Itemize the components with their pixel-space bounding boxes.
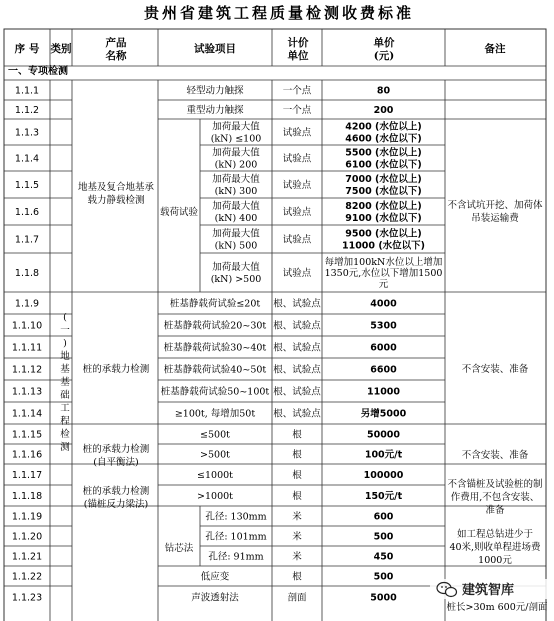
row-unit: 根 (292, 491, 302, 502)
row-seq: 1.1.10 (11, 320, 43, 332)
subcat-core-drilling: 钻芯法 (164, 543, 194, 554)
row-item: 声波透射法 (191, 592, 239, 604)
header-unit-2: 单位 (287, 50, 309, 62)
row-price: 450 (373, 551, 394, 563)
row-unit: 米 (292, 551, 302, 563)
product-foundation-2: 载力静载检测 (87, 195, 145, 206)
row-price: 另增5000 (360, 408, 407, 420)
header-remark: 备注 (484, 43, 506, 55)
row-unit: 米 (292, 531, 302, 543)
category-char: 测 (60, 442, 70, 453)
row-item: 重型动力触探 (186, 105, 244, 116)
row-item: ≤1000t (197, 470, 233, 481)
product-names (78, 181, 155, 510)
row-unit: 根 (292, 571, 302, 583)
row-unit: 根、试验点 (273, 320, 321, 332)
row-seq: 1.1.12 (11, 364, 43, 376)
row-seq: 1.1.2 (14, 105, 40, 116)
remark-pile-static: 不含安装、准备 (461, 364, 529, 375)
watermark (430, 579, 548, 599)
row-price: 6100 (水位以下) (345, 159, 422, 171)
remark-load-test-2: 吊装运输费 (471, 213, 519, 224)
row-unit: 根、试验点 (273, 298, 321, 310)
remark-anchor-pile-3: 准备 (485, 505, 505, 516)
row-item: 加荷最大值 (212, 201, 260, 212)
row-price: 150元/t (364, 491, 403, 502)
row-item: 孔径: 101mm (205, 531, 267, 543)
row-unit: 试验点 (282, 268, 312, 279)
subcat-load-test: 载荷试验 (159, 207, 199, 218)
row-item: 加荷最大值 (212, 174, 260, 185)
row-unit: 试验点 (282, 207, 312, 218)
product-self-balance-2: (自平衡法) (93, 457, 139, 468)
category-char: 基 (60, 364, 70, 375)
row-price: 9500 (水位以上) (345, 228, 422, 240)
category-char: 程 (60, 416, 70, 427)
row-unit: 试验点 (282, 234, 312, 246)
row-seq: 1.1.5 (14, 180, 40, 191)
header-product-2: 名称 (105, 50, 127, 62)
row-seq: 1.1.17 (11, 470, 43, 481)
row-price: 4000 (370, 298, 397, 310)
row-item: ≤500t (200, 429, 230, 441)
category-char: ( (63, 312, 67, 323)
row-price: 4200 (水位以上) (345, 121, 422, 133)
row-price: 1350元,水位以下增加1500 (324, 268, 443, 279)
row-item: 轻型动力触探 (186, 85, 244, 97)
row-item: 低应变 (200, 571, 230, 583)
row-seq: 1.1.21 (11, 551, 43, 563)
row-item: (kN) >500 (210, 274, 262, 285)
header-seq: 序 号 (14, 43, 40, 55)
row-unit: 一个点 (282, 85, 312, 97)
row-price: 50000 (366, 429, 401, 441)
row-price: 11000 (366, 386, 401, 398)
category-char: 工 (60, 403, 70, 414)
row-price: 11000 (水位以下) (341, 240, 426, 252)
row-item: 桩基静载荷试验30~40t (163, 342, 267, 354)
row-seq: 1.1.8 (14, 268, 40, 279)
row-price: 500 (373, 531, 394, 543)
row-unit: 试验点 (282, 180, 312, 191)
row-item: 加荷最大值 (212, 228, 260, 240)
row-price: 5300 (370, 320, 397, 332)
row-price: 100000 (363, 470, 404, 481)
row-unit: 根、试验点 (273, 342, 321, 354)
header-product-1: 产品 (105, 37, 127, 49)
category-char: 检 (60, 429, 70, 440)
row-unit: 根 (292, 449, 302, 461)
row-item: 桩基静载荷试验≤20t (169, 298, 261, 310)
watermark-text: 建筑智库 (462, 583, 515, 598)
row-item: (kN) 500 (214, 240, 258, 252)
row-price: 4600 (水位以下) (345, 133, 422, 145)
row-price: 80 (376, 85, 391, 97)
remark-self-balance: 不含安装、准备 (461, 450, 529, 461)
row-seq: 1.1.15 (11, 429, 43, 441)
row-seq: 1.1.23 (11, 592, 43, 604)
row-item: (kN) 300 (214, 186, 258, 197)
row-item: (kN) ≤100 (210, 133, 262, 145)
row-seq: 1.1.19 (11, 511, 43, 523)
row-item: 桩基静载荷试验40~50t (163, 364, 267, 376)
row-unit: 根 (292, 470, 302, 481)
row-item: ≥100t, 每增加50t (174, 408, 256, 420)
row-item: 加荷最大值 (212, 147, 260, 159)
product-pile-capacity: 桩的承载力检测 (82, 364, 150, 375)
row-seq: 1.1.4 (14, 153, 40, 165)
header-item: 试验项目 (194, 43, 236, 55)
remark-sonic: 桩长>30m 600元/剖面 (446, 602, 548, 613)
product-foundation-1: 地基及复合地基承 (77, 182, 155, 193)
row-seq: 1.1.3 (14, 127, 40, 139)
row-unit: 试验点 (282, 127, 312, 139)
row-seq: 1.1.1 (14, 85, 40, 97)
remark-core-2: 40米,则收单程进场费 (449, 542, 541, 553)
row-price: 500 (373, 571, 394, 583)
row-price: 5000 (370, 592, 397, 604)
category-char: 基 (60, 377, 70, 388)
row-unit: 试验点 (282, 153, 312, 165)
section-title: 一、专项检测 (8, 66, 68, 77)
row-unit: 根、试验点 (273, 408, 321, 420)
row-price: 6000 (370, 342, 397, 354)
product-anchor-pile-2: (锚桩反力梁法) (83, 499, 149, 510)
row-price: 7500 (水位以下) (345, 186, 422, 197)
row-price: 8200 (水位以上) (345, 201, 422, 212)
row-price: 7000 (水位以上) (345, 174, 422, 185)
row-item: 桩基静载荷试验50~100t (160, 386, 270, 398)
row-unit: 根、试验点 (273, 364, 321, 376)
row-unit: 一个点 (282, 105, 312, 116)
row-price: 600 (373, 511, 394, 523)
row-price: 每增加100kN水位以上增加 (324, 257, 443, 268)
row-unit: 根 (292, 429, 302, 441)
row-item: 孔径: 91mm (208, 551, 264, 563)
row-item: >500t (200, 449, 230, 461)
header-category: 类别 (50, 43, 72, 55)
row-unit: 米 (292, 511, 302, 523)
product-self-balance-1: 桩的承载力检测 (82, 444, 150, 455)
category-char: ) (63, 338, 67, 349)
remark-load-test-1: 不含试坑开挖、加荷体 (447, 200, 543, 211)
header-price-1: 单价 (373, 37, 395, 49)
document-title: 贵州省建筑工程质量检测收费标准 (143, 4, 415, 22)
row-price: 5500 (水位以上) (345, 147, 422, 159)
remark-core-1: 如工程总钻进少于 (456, 529, 534, 540)
row-seq: 1.1.9 (14, 298, 40, 310)
product-anchor-pile-1: 桩的承载力检测 (82, 486, 150, 497)
row-seq: 1.1.18 (11, 491, 43, 502)
row-price: 9100 (水位以下) (345, 213, 422, 224)
row-seq: 1.1.13 (11, 386, 43, 398)
row-seq: 1.1.16 (11, 449, 43, 461)
remark-anchor-pile-2: 作费用,不包含安装、 (450, 492, 540, 503)
row-item: 桩基静载荷试验20~30t (163, 320, 267, 332)
row-item: (kN) 200 (214, 159, 258, 171)
category-char: 础 (60, 390, 70, 401)
row-seq: 1.1.7 (14, 234, 40, 246)
category-char: 地 (60, 351, 70, 362)
row-unit: 根、试验点 (273, 386, 321, 398)
row-price: 6600 (370, 364, 397, 376)
row-seq: 1.1.20 (11, 531, 43, 543)
row-price: 元 (378, 279, 389, 290)
table-header (15, 36, 506, 62)
header-price-2: (元) (373, 50, 395, 62)
row-unit: 剖面 (287, 592, 307, 604)
row-item: 加荷最大值 (212, 262, 260, 273)
category-cell (60, 312, 70, 453)
row-item: >1000t (197, 491, 233, 502)
row-seq: 1.1.22 (11, 571, 43, 583)
category-char: 一 (60, 325, 70, 336)
row-seq: 1.1.14 (11, 408, 43, 420)
row-item: 孔径: 130mm (205, 511, 267, 523)
row-seq: 1.1.11 (11, 342, 43, 354)
row-price: 200 (373, 105, 394, 116)
remark-core-3: 1000元 (478, 555, 512, 566)
remarks (447, 199, 548, 613)
row-item: 加荷最大值 (212, 121, 260, 133)
row-seq: 1.1.6 (14, 207, 40, 218)
remark-anchor-pile-1: 不含锚桩及试验桩的制 (447, 479, 543, 490)
row-item: (kN) 400 (214, 213, 258, 224)
header-unit-1: 计价 (287, 37, 309, 49)
row-price: 100元/t (364, 449, 403, 461)
